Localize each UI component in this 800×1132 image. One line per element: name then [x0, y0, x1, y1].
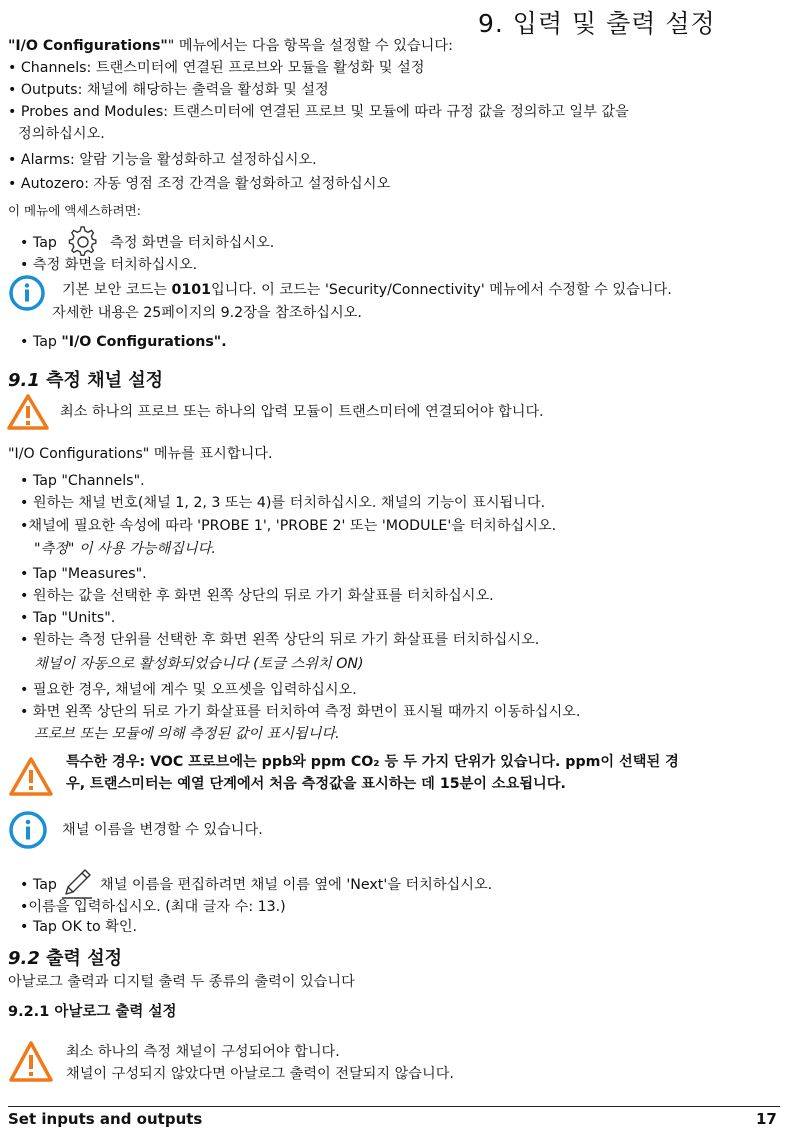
intro-menu-line — [8, 36, 453, 56]
item-term: Outputs: — [20, 82, 83, 98]
menu-suffix: " 메뉴에서는 다음 항목을 설정할 수 있습니다: — [167, 38, 453, 54]
item-text: 알람 기능을 활성화하고 설정하십시오. — [74, 152, 317, 168]
step-prefix: • — [20, 632, 33, 648]
step-tap-pencil: • Tap — [20, 877, 57, 893]
step-target: "Channels". — [61, 473, 145, 489]
step-target: "I/O Configurations". — [61, 334, 227, 350]
step-item — [20, 586, 494, 606]
warning-text: 채널이 구성되지 않았다면 아날로그 출력이 전달되지 않습니다. — [66, 1066, 454, 1082]
subsection-heading: 9.2.1 아날로그 출력 설정 — [8, 1004, 177, 1020]
step-prefix: • Tap — [20, 334, 62, 350]
item-term: Channels: — [20, 60, 92, 76]
item-term: Alarms: — [20, 152, 75, 168]
info-rename: 채널 이름을 변경할 수 있습니다. — [62, 822, 263, 838]
pencil-icon — [60, 864, 94, 900]
warning-icon — [8, 756, 54, 798]
step-tap-gear-text: 측정 화면을 터치하십시오. — [110, 235, 275, 251]
menu-suffix: 메뉴를 표시합니다. — [149, 446, 273, 462]
info-icon — [8, 274, 46, 312]
item-text: 자동 영점 조정 간격을 활성화하고 설정하십시오 — [89, 176, 391, 192]
step-item — [20, 493, 545, 513]
step-text: 원하는 값을 선택한 후 화면 왼쪽 상단의 뒤로 가기 화살표를 터치하십시오. — [32, 588, 494, 604]
section-title: 출력 설정 — [39, 948, 122, 969]
list-item: • Probes and Modules: 트랜스미터에 연결된 프로브 및 모듈에 따라 규정 값을 정의하고 일부 값을 — [8, 104, 629, 120]
list-item: • Outputs: 채널에 해당하는 출력을 활성화 및 설정 — [8, 82, 329, 98]
menu-reference: Security/Connectivity — [328, 282, 481, 298]
section-heading-9-2 — [8, 944, 122, 970]
step-prefix: • — [20, 495, 33, 511]
italic-note: 채널이 자동으로 활성화되었습니다 (토글 스위치 ON) — [34, 656, 364, 672]
step-item — [20, 564, 147, 584]
step-tap-io — [20, 332, 227, 352]
warning-icon — [6, 393, 50, 431]
item-term: Probes and Modules: — [20, 104, 168, 120]
step-prefix: • Tap — [20, 566, 62, 582]
item-term: Autozero: — [20, 176, 89, 192]
step-prefix: • Tap — [20, 235, 57, 251]
italic-note: "측정" 이 사용 가능해집니다. — [34, 541, 216, 557]
step-prefix: • Tap — [20, 610, 62, 626]
section-intro: 아날로그 출력과 디지털 출력 두 종류의 출력이 있습니다 — [8, 974, 355, 990]
footer-rule — [8, 1106, 780, 1107]
step-target: "Units". — [61, 610, 116, 626]
step-touch-screen: • 측정 화면을 터치하십시오. — [20, 257, 198, 273]
page-number: 17 — [756, 1110, 777, 1128]
step-item — [20, 608, 115, 628]
info-text: 입니다. 이 코드는 ' — [210, 282, 329, 298]
special-case-line1: 특수한 경우: VOC 프로브에는 ppb와 ppm CO₂ 등 두 가지 단위가 있습니다. ppm이 선택된 경 — [66, 754, 679, 770]
info-security-code — [62, 280, 672, 300]
step-target: "Measures". — [61, 566, 147, 582]
rename-instruction — [100, 875, 492, 895]
step-prefix: • Tap — [20, 473, 62, 489]
step-item — [20, 516, 556, 536]
step-item: • Tap OK to 확인. — [20, 919, 138, 935]
info-reference: 자세한 내용은 25페이지의 9.2장을 참조하십시오. — [52, 305, 362, 321]
special-case-line2: 우, 트랜스미터는 예열 단계에서 처음 측정값을 표시하는 데 15분이 소요됩니다. — [66, 776, 566, 792]
warning-icon — [8, 1040, 54, 1084]
step-item: • 필요한 경우, 채널에 계수 및 오프셋을 입력하십시오. — [20, 682, 357, 698]
step-text: 채널에 필요한 속성에 따라 'PROBE 1', 'PROBE 2' 또는 'MODULE'을 터치하십시오. — [28, 518, 557, 534]
warning-text: 최소 하나의 프로브 또는 하나의 압력 모듈이 트랜스미터에 연결되어야 합니다. — [60, 404, 544, 420]
item-text: 트랜스미터에 연결된 프로브 및 모듈에 따라 규정 값을 정의하고 일부 값을 — [168, 104, 629, 120]
step-item: •이름을 입력하십시오. (최대 글자 수: 13.) — [20, 899, 286, 915]
menu-name: "I/O Configurations" — [8, 38, 168, 54]
footer-section-name: Set inputs and outputs — [8, 1110, 203, 1128]
italic-note: 프로브 또는 모듈에 의해 측정된 값이 표시됩니다. — [34, 726, 340, 742]
menu-name: "I/O Configurations" — [8, 446, 150, 462]
step-text: 원하는 채널 번호(채널 1, 2, 3 또는 4)를 터치하십시오. 채널의 기능이 표시됩니다. — [32, 495, 546, 511]
list-item: • Autozero: 자동 영점 조정 간격을 활성화하고 설정하십시오 — [8, 176, 391, 192]
section-title: 측정 채널 설정 — [39, 370, 164, 391]
item-text: 채널에 해당하는 출력을 활성화 및 설정 — [82, 82, 329, 98]
info-text: ' 메뉴에서 수정할 수 있습니다. — [480, 282, 672, 298]
instruction-text: '을 터치하십시오. — [383, 877, 493, 893]
list-item: • Channels: 트랜스미터에 연결된 프로브와 모듈을 활성화 및 설정 — [8, 60, 425, 76]
access-heading: 이 메뉴에 액세스하려면: — [8, 203, 141, 218]
info-text: 기본 보안 코드는 — [62, 282, 172, 298]
info-icon — [8, 810, 48, 850]
section-number: 9.2 — [8, 948, 40, 969]
step-text: 원하는 측정 단위를 선택한 후 화면 왼쪽 상단의 뒤로 가기 화살표를 터치하십시오. — [32, 632, 540, 648]
security-code: 0101 — [171, 282, 211, 298]
section-number: 9.1 — [8, 370, 40, 391]
instruction-text: 채널 이름을 편집하려면 채널 이름 옆에 ' — [100, 877, 351, 893]
list-item: • Alarms: 알람 기능을 활성화하고 설정하십시오. — [8, 152, 317, 168]
step-item — [20, 471, 145, 491]
step-prefix: • — [20, 518, 29, 534]
step-item: • 화면 왼쪽 상단의 뒤로 가기 화살표를 터치하여 측정 화면이 표시될 때까지 이동하십시오. — [20, 704, 581, 720]
step-tap-gear — [20, 233, 57, 253]
list-item-cont: 정의하십시오. — [18, 126, 105, 142]
step-item — [20, 630, 539, 650]
gear-icon — [66, 226, 100, 258]
next-label: Next — [350, 877, 384, 893]
display-menu-line — [8, 444, 272, 464]
chapter-title: 9. 입력 및 출력 설정 — [478, 9, 716, 38]
section-heading-9-1 — [8, 366, 163, 392]
item-text: 트랜스미터에 연결된 프로브와 모듈을 활성화 및 설정 — [91, 60, 425, 76]
step-prefix: • — [20, 588, 33, 604]
warning-text: 최소 하나의 측정 채널이 구성되어야 합니다. — [66, 1044, 340, 1060]
